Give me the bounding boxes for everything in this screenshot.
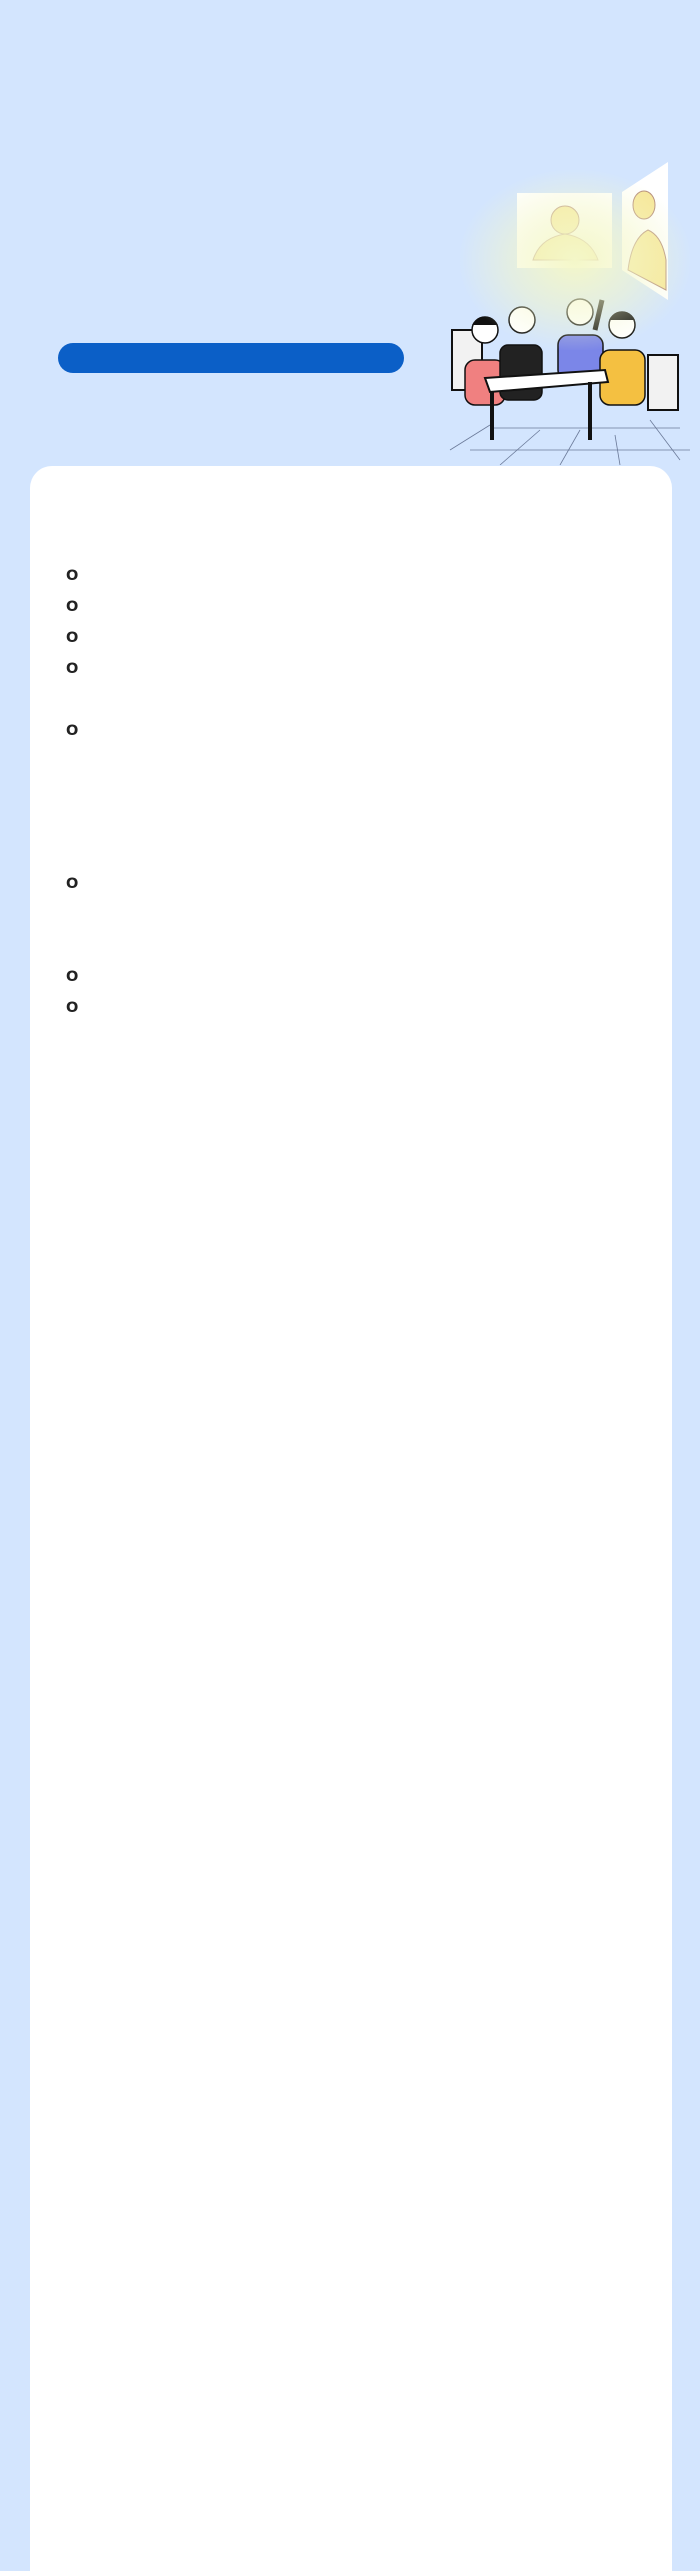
screen-glow (460, 170, 690, 350)
overview-item (66, 661, 77, 677)
deadline-pill (58, 343, 404, 373)
content-card (30, 466, 672, 2571)
hero-banner (0, 0, 700, 465)
overview-item (66, 723, 77, 739)
support-item (66, 876, 77, 892)
support-item (66, 969, 77, 985)
support-item (66, 1000, 77, 1016)
overview-item (66, 630, 77, 646)
overview-item (66, 599, 77, 615)
overview-item (66, 568, 77, 584)
meeting-illustration (430, 160, 700, 465)
